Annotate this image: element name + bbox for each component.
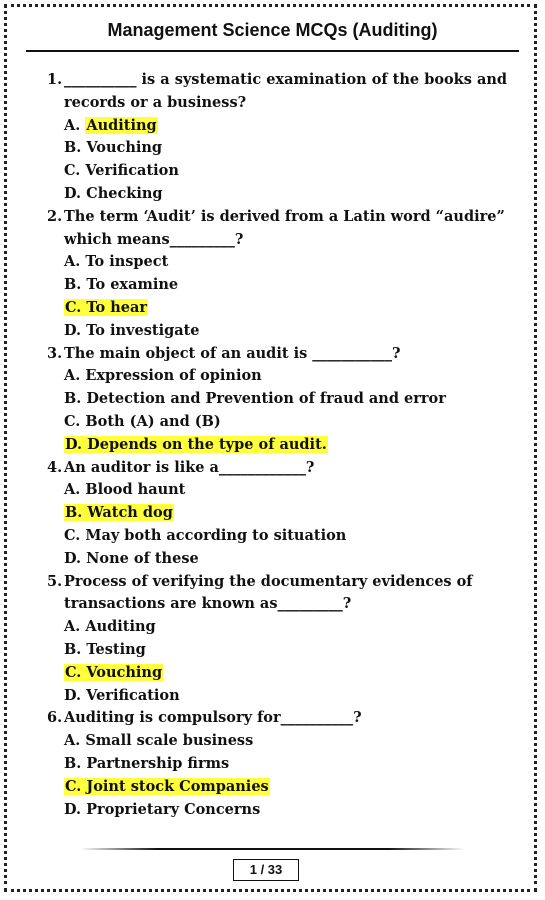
option-label: B. <box>65 504 88 522</box>
question-text: __________ is a systematic examination of the books and records or a business? <box>64 71 508 111</box>
option-text: To examine <box>86 276 179 294</box>
footer-divider <box>80 848 465 850</box>
option-text: Both (A) and (B) <box>85 412 221 430</box>
option-label: D. <box>64 800 87 818</box>
option-text: None of these <box>86 549 199 567</box>
option-highlight <box>64 299 148 316</box>
option-text: To inspect <box>85 253 169 271</box>
option-text: Blood haunt <box>85 481 186 499</box>
option-text-correct: Depends on the type of audit. <box>87 435 327 453</box>
option-label: A. <box>64 481 86 499</box>
question-number: 5. <box>47 572 63 590</box>
option-b <box>64 639 517 662</box>
question-block <box>47 457 517 571</box>
option-label: C. <box>65 663 87 681</box>
question-stem <box>47 571 517 617</box>
question-list <box>47 69 517 821</box>
option-text: To investigate <box>86 321 200 339</box>
option-text-correct: Vouching <box>86 663 163 681</box>
question-text: The main object of an audit is ___________? <box>64 344 401 362</box>
option-text-correct: Joint stock Companies <box>86 777 269 795</box>
option-text: Testing <box>86 640 146 658</box>
option-text: Expression of opinion <box>85 367 262 385</box>
option-label: B. <box>64 139 87 157</box>
option-b <box>64 388 517 411</box>
question-number: 6. <box>47 709 63 727</box>
option-d <box>64 799 517 822</box>
option-a <box>64 479 517 502</box>
option-label: A. <box>64 253 86 271</box>
option-text-correct: Auditing <box>86 116 157 134</box>
option-a <box>64 251 517 274</box>
option-b <box>64 137 517 160</box>
option-label: B. <box>64 390 87 408</box>
option-b <box>64 502 517 525</box>
option-b <box>64 274 517 297</box>
question-number: 4. <box>47 458 63 476</box>
question-stem <box>47 457 517 480</box>
option-text: Verification <box>86 686 180 704</box>
question-number: 3. <box>47 344 63 362</box>
page-title: Management Science MCQs (Auditing) <box>107 20 438 40</box>
option-text: Verification <box>85 162 179 180</box>
option-c <box>64 525 517 548</box>
option-c <box>64 160 517 183</box>
option-a <box>64 616 517 639</box>
option-b <box>64 753 517 776</box>
page-number: 1 / 33 <box>233 859 299 881</box>
question-number: 1. <box>47 71 63 88</box>
option-label: D. <box>64 686 87 704</box>
option-a <box>64 730 517 753</box>
option-label: D. <box>64 184 87 202</box>
option-text: Small scale business <box>85 732 254 750</box>
option-highlight <box>64 778 270 795</box>
option-d <box>64 548 517 571</box>
question-stem <box>47 707 517 730</box>
option-label: A. <box>64 732 86 750</box>
option-text-correct: Watch dog <box>87 504 173 522</box>
option-label: D. <box>64 321 87 339</box>
question-stem <box>47 343 517 366</box>
option-label: D. <box>65 435 88 453</box>
option-d <box>64 685 517 708</box>
option-text: Vouching <box>86 139 163 157</box>
option-label: A. <box>64 116 86 134</box>
option-text: Proprietary Concerns <box>86 800 261 818</box>
option-label: D. <box>64 549 87 567</box>
option-label: A. <box>64 618 86 636</box>
option-text: Detection and Prevention of fraud and error <box>86 390 446 408</box>
option-c <box>64 297 517 320</box>
question-block <box>47 707 517 821</box>
option-d <box>64 434 517 457</box>
option-text: Auditing <box>85 618 156 636</box>
option-highlight <box>64 664 163 681</box>
header-divider <box>26 50 519 52</box>
option-highlight <box>64 436 328 453</box>
option-highlight <box>64 504 174 521</box>
option-a <box>64 115 517 138</box>
option-label: B. <box>64 276 87 294</box>
option-text: May both according to situation <box>85 526 347 544</box>
question-text: Process of verifying the documentary evidences of transactions are known as_________? <box>64 572 473 613</box>
question-block <box>47 69 517 206</box>
question-text: The term ‘Audit’ is derived from a Latin word “audire” which means_________? <box>64 207 505 248</box>
option-c <box>64 776 517 799</box>
question-text: Auditing is compulsory for__________? <box>64 709 362 727</box>
question-stem <box>47 69 517 115</box>
option-label: C. <box>65 777 87 795</box>
option-label: C. <box>64 162 86 180</box>
option-text: Partnership firms <box>86 754 230 772</box>
option-label: C. <box>65 298 87 316</box>
option-c <box>64 411 517 434</box>
question-block <box>47 343 517 457</box>
option-label: C. <box>64 412 86 430</box>
option-d <box>64 183 517 206</box>
option-text-correct: To hear <box>86 298 148 316</box>
option-text: Checking <box>86 184 163 202</box>
question-block <box>47 206 517 343</box>
option-label: A. <box>64 367 86 385</box>
option-c <box>64 662 517 685</box>
option-label: B. <box>64 640 87 658</box>
question-stem <box>47 206 517 252</box>
question-number: 2. <box>47 207 63 225</box>
option-label: C. <box>64 526 86 544</box>
option-label: B. <box>64 754 87 772</box>
question-block <box>47 571 517 708</box>
option-d <box>64 320 517 343</box>
option-a <box>64 365 517 388</box>
question-text: An auditor is like a____________? <box>64 458 315 476</box>
